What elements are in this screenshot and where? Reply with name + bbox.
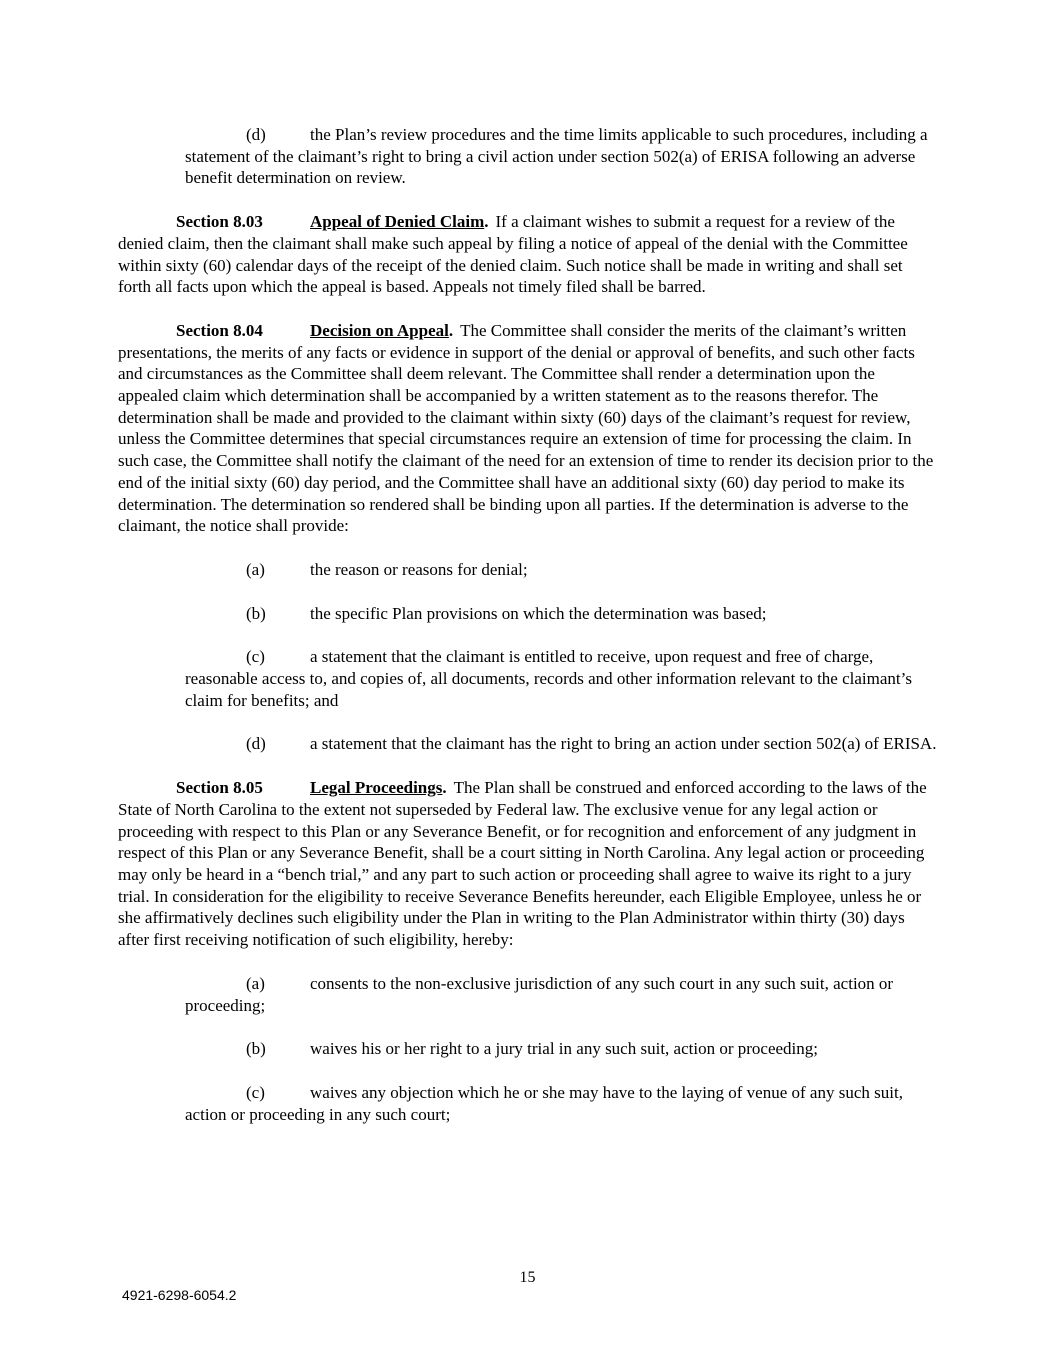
section-heading-period: .	[442, 778, 447, 798]
document-control-number: 4921-6298-6054.2	[122, 1287, 237, 1303]
section-8-03	[118, 211, 938, 298]
section-body: The Committee shall consider the merits of the claimant’s written presentations, the merits of any facts or evidence in support of the denial or approval of benefits, and such other facts and circumstances as the Committee shall deem relevant. The Committee shall render a determination upon the appealed claim which determination shall be accompanied by a written statement as to the reasons therefor. The determination shall be made and provided to the claimant within sixty (60) days of the claimant’s request for review, unless the Committee determines that special circumstances require an extension of time for processing the claim. In such case, the Committee shall notify the claimant of the need for an extension of time to render its decision prior to the end of the initial sixty (60) day period, and the Committee shall have an additional sixty (60) day period to make its determination. The determination so rendered shall be binding upon all parties. If the determination is adverse to the claimant, the notice shall provide:	[118, 320, 934, 536]
list-item-805-a	[185, 973, 938, 1016]
section-body: The Plan shall be construed and enforced according to the laws of the State of North Carolina to the extent not superseded by Federal law. The exclusive venue for any legal action or proceeding with respect to this Plan or any Severance Benefit, or for recognition and enforcement of any judgment in respect of this Plan or any Severance Benefit, shall be a court sitting in North Carolina. Any legal action or proceeding may only be heard in a “bench trial,” and any part to such action or proceeding shall agree to waive its right to a jury trial. In consideration for the eligibility to receive Severance Benefits hereunder, each Eligible Employee, unless he or she affirmatively declines such eligibility under the Plan in writing to the Plan Administrator within thirty (30) days after first receiving notification of such eligibility, hereby:	[118, 778, 927, 950]
list-marker: (a)	[246, 973, 265, 993]
list-marker: (b)	[246, 603, 266, 623]
list-item-805-c	[185, 1082, 938, 1125]
section-number: Section 8.04	[176, 320, 263, 340]
list-item-805-b	[185, 1038, 938, 1060]
list-item-text: waives any objection which he or she may have to the laying of venue of any such suit, action or proceeding in any such court;	[185, 1082, 903, 1124]
list-marker: (d)	[246, 734, 266, 754]
section-body: If a claimant wishes to submit a request for a review of the denied claim, then the claimant shall make such appeal by filing a notice of appeal of the denial with the Committee within sixty (60) calendar days of the receipt of the denied claim. Such notice shall be made in writing and shall set forth all facts upon which the appeal is based. Appeals not timely filed shall be barred.	[118, 212, 908, 297]
section-8-04	[118, 320, 938, 537]
section-heading: Appeal of Denied Claim	[310, 212, 485, 232]
section-8-05	[118, 777, 938, 951]
list-marker: (c)	[246, 1082, 265, 1102]
section-number: Section 8.05	[176, 778, 263, 798]
page-body	[118, 124, 938, 1147]
list-marker: (a)	[246, 559, 265, 579]
list-item-text: a statement that the claimant is entitled to receive, upon request and free of charge, reasonable access to, and copies of, all documents, records and other information relevant to the claimant’s claim for benefits; and	[185, 647, 912, 710]
list-item-text: a statement that the claimant has the right to bring an action under section 502(a) of ERISA.	[310, 734, 937, 754]
list-item-text: waives his or her right to a jury trial in any such suit, action or proceeding;	[310, 1039, 818, 1059]
list-marker: (c)	[246, 647, 265, 667]
list-marker: (b)	[246, 1039, 266, 1059]
section-heading-period: .	[484, 212, 489, 232]
list-item-text: the reason or reasons for denial;	[310, 559, 528, 579]
list-item-intro-d	[185, 124, 938, 189]
list-item-804-b	[185, 603, 938, 625]
list-item-804-d	[185, 733, 938, 755]
list-item-804-c	[185, 646, 938, 711]
list-item-text: consents to the non-exclusive jurisdiction of any such court in any such suit, action or proceeding;	[185, 973, 894, 1015]
section-heading: Decision on Appeal	[310, 320, 449, 340]
list-item-text: the specific Plan provisions on which the determination was based;	[310, 603, 767, 623]
page-number: 15	[519, 1269, 536, 1286]
section-number: Section 8.03	[176, 212, 263, 232]
list-marker: (d)	[246, 125, 266, 144]
section-heading: Legal Proceedings	[310, 778, 443, 798]
section-heading-period: .	[448, 320, 454, 340]
list-item-text: the Plan’s review procedures and the time limits applicable to such procedures, including a statement of the claimant’s right to bring a civil action under section 502(a) of ERISA following an adverse benefit determination on review.	[185, 125, 928, 188]
list-item-804-a	[185, 559, 938, 581]
